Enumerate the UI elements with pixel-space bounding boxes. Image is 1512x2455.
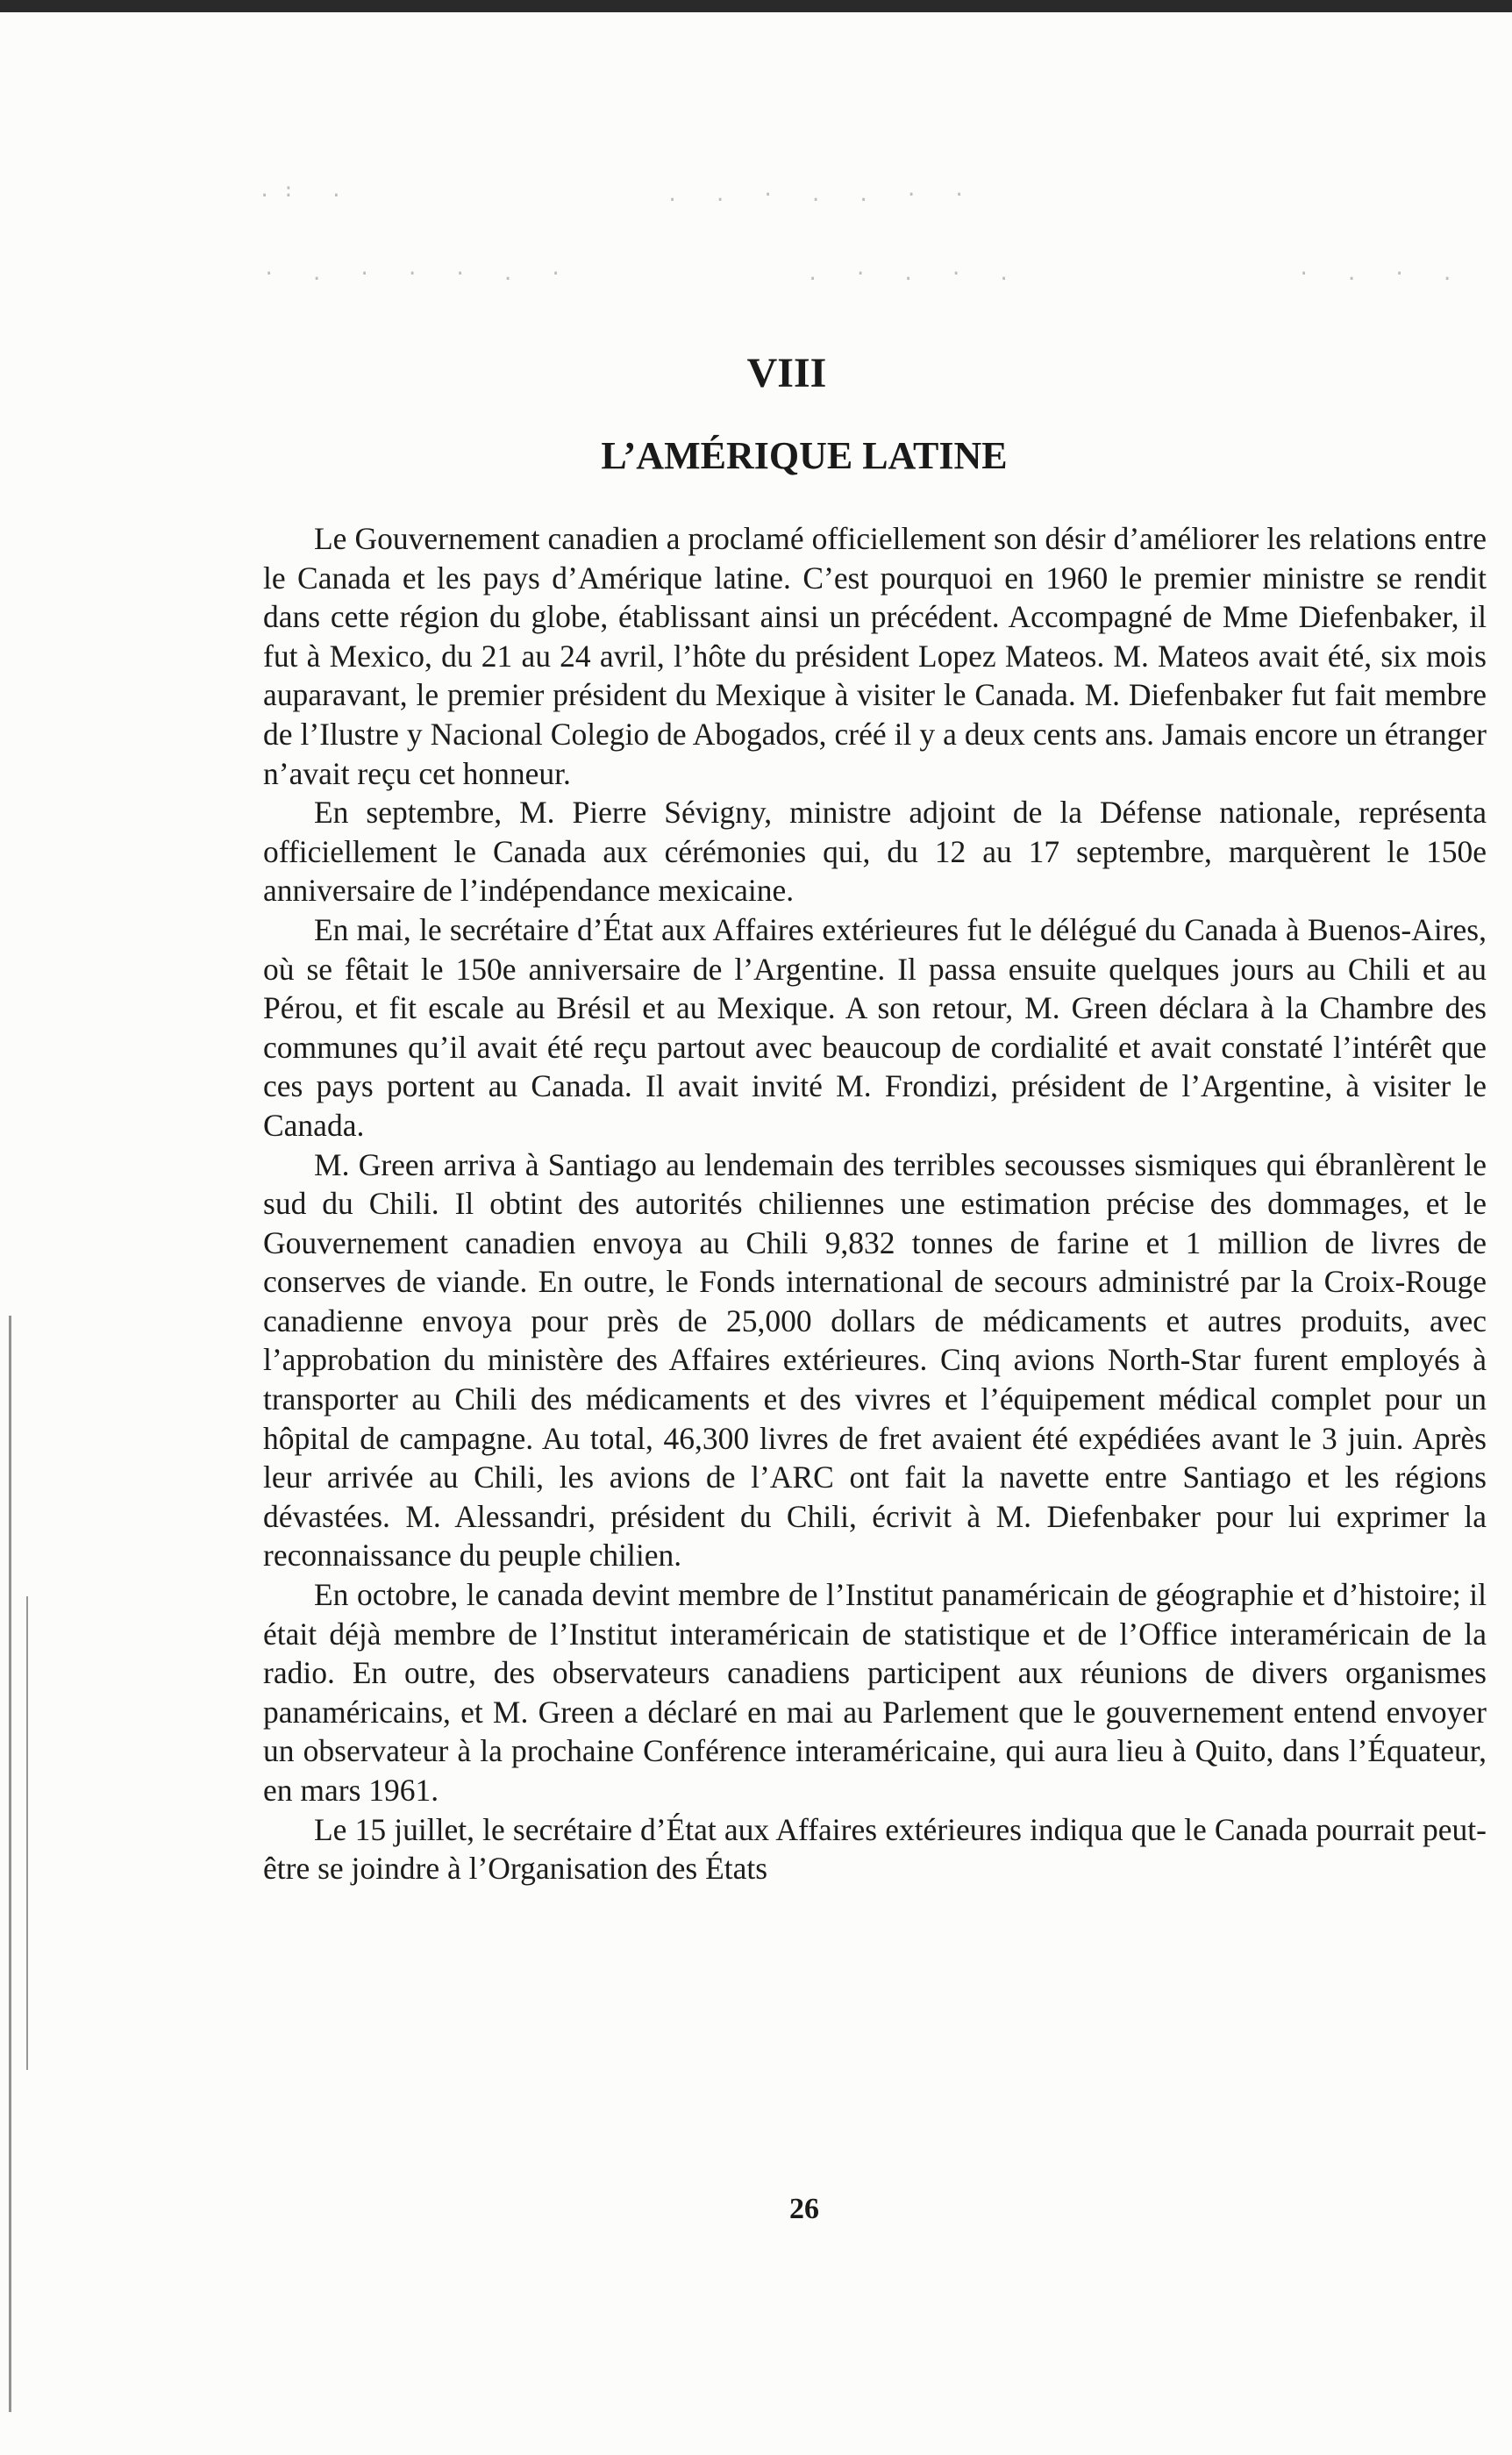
paragraph: En mai, le secrétaire d’État aux Affaires extérieures fut le délégué du Canada à Buenos-Aires, où se fêtait le 150e anniversaire de l’Argentine. Il passa ensuite quelques jours au Chili et au Pérou, et fit escale au Brésil et au Mexique. A son retour, M. Green déclara à la Chambre des communes qu’il avait été reçu partout avec beaucoup de cordialité et avait constaté l’intérêt que ces pays portent au Canada. Il avait invité M. Frondizi, président de l’Argentine, à visiter le Canada. — [263, 911, 1487, 1143]
scan-noise: . . · . . · · — [667, 184, 978, 206]
paragraph: Le Gouvernement canadien a proclamé officiellement son désir d’améliorer les relations entre le Canada et les pays d’Amérique latine. C’est pourquoi en 1960 le premier ministre se rendit dans cette région du globe, établissant ainsi un précédent. Accompagné de Mme Diefenbaker, il fut à Mexico, du 21 au 24 avril, l’hôte du président Lopez Mateos. M. Mateos avait été, six mois auparavant, le premier président du Mexique à visiter le Canada. M. Diefenbaker fut fait membre de l’Ilustre y Nacional Colegio de Abogados, créé il y a deux cents ans. Jamais encore un étranger n’avait reçu cet honneur. — [263, 521, 1487, 791]
paragraph: En septembre, M. Pierre Sévigny, ministre adjoint de la Défense nationale, représenta officiellement le Canada aux cérémonies qui, du 12 au 17 septembre, marquèrent le 150e anniversaire de l’indépendance mexicaine. — [263, 795, 1487, 909]
body-text — [263, 519, 1487, 1888]
scan-noise: · . · . — [1298, 263, 1466, 285]
paragraph: M. Green arriva à Santiago au lendemain des terribles secousses sismiques qui ébranlèrent le sud du Chili. Il obtint des autorités chiliennes une estimation précise des dommages, et le Gouvernement canadien envoya au Chili 9,832 tonnes de farine et 1 million de livres de conserves de viande. En outre, le Fonds international de secours administré par la Croix-Rouge canadienne envoya pour près de 25,000 dollars de médicaments et autres produits, avec l’approbation du ministère des Affaires extérieures. Cinq avions North-Star furent employés à transporter au Chili des médicaments et des vivres et l’équipement médical complet pour un hôpital de campagne. Au total, 46,300 livres de fret avaient été expédiées avant le 3 juin. Après leur arrivée au Chili, les avions de l’ARC ont fait la navette entre Santiago et les régions dévastées. M. Alessandri, président du Chili, écrivit à M. Diefenbaker pour lui exprimer la reconnaissance du peuple chilien. — [263, 1146, 1487, 1574]
binding-edge-shadow-inner — [26, 1596, 28, 2070]
scan-noise: . · . · . — [807, 263, 1023, 285]
top-border-rule — [0, 0, 1512, 12]
scan-noise: · . · · · . · — [263, 263, 574, 285]
page-number: 26 — [789, 2193, 819, 2225]
chapter-title: L’AMÉRIQUE LATINE — [601, 434, 1008, 477]
chapter-number: VIII — [746, 350, 827, 396]
paragraph: Le 15 juillet, le secrétaire d’État aux Affaires extérieures indiqua que le Canada pourrait peut-être se joindre à l’Organisation des États — [263, 1811, 1487, 1887]
scan-noise: .: . — [259, 180, 354, 202]
paragraph: En octobre, le canada devint membre de l’Institut panaméricain de géographie et d’histoire; il était déjà membre de l’Institut interaméricain de statistique et de l’Office interaméricain de la radio. En outre, des observateurs canadiens participent aux réunions de divers organismes panaméricains, et M. Green a déclaré en mai au Parlement que le gouvernement entend envoyer un observateur à la prochaine Conférence interaméricaine, qui aura lieu à Quito, dans l’Équateur, en mars 1961. — [263, 1577, 1487, 1808]
binding-edge-shadow — [9, 1316, 11, 2412]
